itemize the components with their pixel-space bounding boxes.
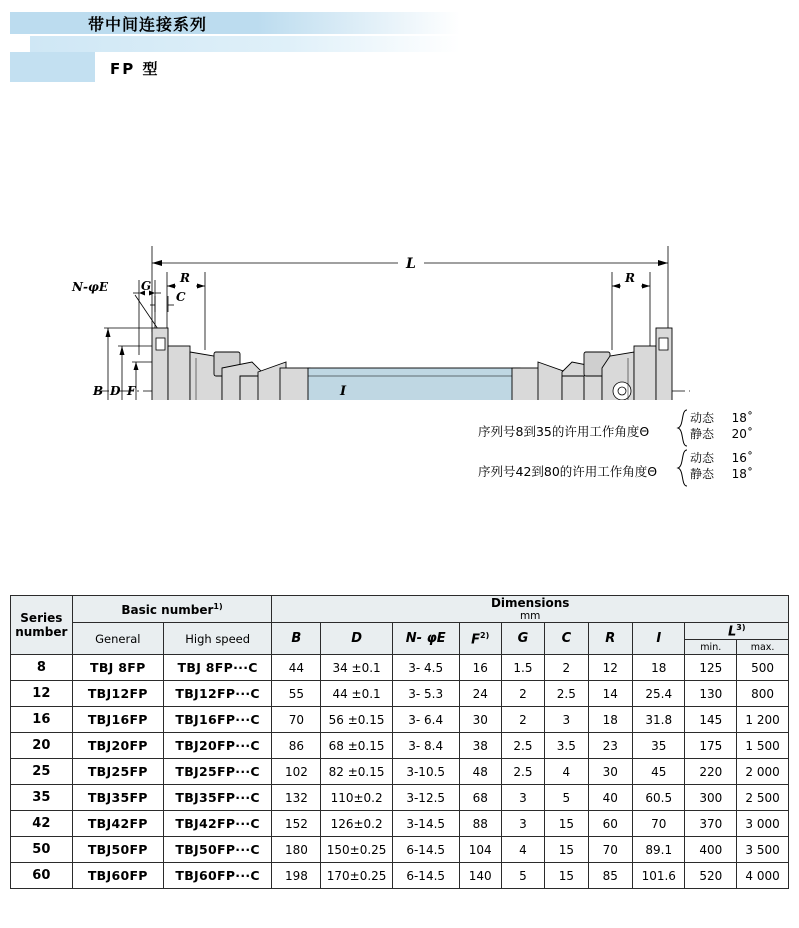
cell-I: 25.4	[633, 681, 685, 707]
cell-general: TBJ60FP	[72, 863, 163, 889]
specifications-table-wrapper	[10, 595, 789, 889]
cell-G: 2	[501, 707, 544, 733]
header-series-number	[11, 596, 73, 655]
page-subtitle: FP 型	[110, 60, 160, 78]
table-row	[11, 759, 789, 785]
table-row	[11, 837, 789, 863]
cell-C: 15	[545, 863, 588, 889]
label-B: B	[93, 384, 104, 398]
header-high-speed: High speed	[163, 623, 271, 655]
header-dimensions-text: Dimensions	[490, 596, 570, 610]
label-D: D	[110, 384, 121, 398]
table-row	[11, 785, 789, 811]
cell-I: 101.6	[633, 863, 685, 889]
header-L	[685, 623, 789, 640]
cell-G: 2.5	[501, 759, 544, 785]
cell-B: 102	[272, 759, 321, 785]
cell-B: 70	[272, 707, 321, 733]
header-basic-number-sup: 1)	[213, 601, 223, 611]
cell-B: 44	[272, 655, 321, 681]
cell-R: 12	[588, 655, 633, 681]
cell-general: TBJ35FP	[72, 785, 163, 811]
cell-I: 60.5	[633, 785, 685, 811]
header-L-text: L	[727, 624, 737, 640]
cell-general: TBJ 8FP	[72, 655, 163, 681]
note-0-dynamic-value: 18˚	[731, 411, 753, 425]
cell-high_speed: TBJ25FP···C	[163, 759, 271, 785]
cell-G: 2	[501, 681, 544, 707]
header-L-max: max.	[737, 640, 789, 655]
cell-F: 48	[459, 759, 501, 785]
header-G: G	[501, 623, 544, 655]
cell-R: 30	[588, 759, 633, 785]
note-1-static-label: 静态	[690, 467, 715, 481]
header-series-line2: number	[15, 625, 68, 640]
cell-series: 42	[11, 811, 73, 837]
label-G: G	[141, 279, 152, 293]
cell-NphiE: 6-14.5	[392, 863, 459, 889]
cell-high_speed: TBJ60FP···C	[163, 863, 271, 889]
cell-F: 38	[459, 733, 501, 759]
cell-B: 55	[272, 681, 321, 707]
cell-I: 45	[633, 759, 685, 785]
cell-series: 50	[11, 837, 73, 863]
cell-G: 3	[501, 811, 544, 837]
cell-D: 82 ±0.15	[321, 759, 392, 785]
cell-F: 88	[459, 811, 501, 837]
cell-high_speed: TBJ20FP···C	[163, 733, 271, 759]
cell-F: 68	[459, 785, 501, 811]
cell-I: 70	[633, 811, 685, 837]
cell-F: 16	[459, 655, 501, 681]
label-F: F	[127, 384, 136, 398]
cell-series: 8	[11, 655, 73, 681]
label-R-left: R	[180, 271, 190, 285]
header-series-line1: Series	[20, 611, 63, 626]
page-title: 带中间连接系列	[88, 15, 208, 34]
cell-R: 60	[588, 811, 633, 837]
cell-Lmin: 125	[685, 655, 737, 681]
header-C: C	[545, 623, 588, 655]
cell-Lmax: 500	[737, 655, 789, 681]
cell-series: 25	[11, 759, 73, 785]
cell-C: 3	[545, 707, 588, 733]
cell-Lmin: 370	[685, 811, 737, 837]
cell-high_speed: TBJ12FP···C	[163, 681, 271, 707]
cell-NphiE: 3- 4.5	[392, 655, 459, 681]
cell-F: 140	[459, 863, 501, 889]
cell-C: 2.5	[545, 681, 588, 707]
cell-R: 85	[588, 863, 633, 889]
cell-NphiE: 3- 5.3	[392, 681, 459, 707]
cell-F: 24	[459, 681, 501, 707]
cell-general: TBJ12FP	[72, 681, 163, 707]
header-L-min: min.	[685, 640, 737, 655]
cell-C: 15	[545, 811, 588, 837]
cell-F: 104	[459, 837, 501, 863]
cell-series: 60	[11, 863, 73, 889]
header-I: I	[633, 623, 685, 655]
table-row	[11, 707, 789, 733]
cell-C: 3.5	[545, 733, 588, 759]
header-dimensions	[272, 596, 789, 623]
table-row	[11, 863, 789, 889]
header-band-primary	[10, 12, 460, 34]
cell-Lmax: 3 000	[737, 811, 789, 837]
cell-Lmin: 145	[685, 707, 737, 733]
cell-series: 16	[11, 707, 73, 733]
note-1-dynamic-value: 16˚	[731, 451, 753, 465]
cell-high_speed: TBJ 8FP···C	[163, 655, 271, 681]
cell-Lmax: 2 500	[737, 785, 789, 811]
table-row	[11, 655, 789, 681]
technical-drawing	[0, 100, 799, 400]
header-L-sup: 3)	[736, 623, 746, 632]
label-C: C	[176, 290, 186, 304]
cell-C: 15	[545, 837, 588, 863]
cell-I: 89.1	[633, 837, 685, 863]
cell-Lmin: 130	[685, 681, 737, 707]
table-header-row-1	[11, 596, 789, 623]
drawing-svg	[0, 100, 799, 400]
table-row	[11, 733, 789, 759]
cell-series: 12	[11, 681, 73, 707]
cell-G: 1.5	[501, 655, 544, 681]
cell-I: 18	[633, 655, 685, 681]
cell-NphiE: 3-12.5	[392, 785, 459, 811]
note-1-text: 序列号42到80的许用工作角度Θ	[478, 464, 658, 479]
note-0-brace	[676, 408, 690, 448]
cell-Lmax: 3 500	[737, 837, 789, 863]
cell-G: 2.5	[501, 733, 544, 759]
cell-G: 5	[501, 863, 544, 889]
cell-NphiE: 6-14.5	[392, 837, 459, 863]
note-1-dynamic-label: 动态	[690, 451, 715, 465]
header-dimensions-unit: mm	[519, 610, 541, 622]
table-row	[11, 811, 789, 837]
page-header	[0, 0, 799, 100]
cell-I: 35	[633, 733, 685, 759]
cell-R: 14	[588, 681, 633, 707]
cell-G: 3	[501, 785, 544, 811]
table-header-row-2	[11, 623, 789, 640]
cell-Lmin: 220	[685, 759, 737, 785]
cell-D: 170±0.25	[321, 863, 392, 889]
label-N-phi-E: N-φE	[72, 280, 108, 294]
specifications-table	[10, 595, 789, 889]
cell-Lmin: 175	[685, 733, 737, 759]
cell-Lmax: 1 500	[737, 733, 789, 759]
cell-Lmax: 800	[737, 681, 789, 707]
header-basic-number-text: Basic number	[121, 602, 214, 617]
cell-NphiE: 3-10.5	[392, 759, 459, 785]
label-R-right: R	[625, 271, 635, 285]
cell-NphiE: 3- 8.4	[392, 733, 459, 759]
cell-series: 20	[11, 733, 73, 759]
cell-R: 23	[588, 733, 633, 759]
note-0-text: 序列号8到35的许用工作角度Θ	[478, 424, 650, 439]
header-F-text: F	[471, 631, 481, 647]
cell-B: 132	[272, 785, 321, 811]
cell-high_speed: TBJ16FP···C	[163, 707, 271, 733]
label-I: I	[340, 384, 347, 399]
cell-general: TBJ20FP	[72, 733, 163, 759]
cell-general: TBJ25FP	[72, 759, 163, 785]
cell-D: 68 ±0.15	[321, 733, 392, 759]
note-1-brace	[676, 448, 690, 488]
cell-G: 4	[501, 837, 544, 863]
cell-B: 152	[272, 811, 321, 837]
header-general: General	[72, 623, 163, 655]
cell-NphiE: 3- 6.4	[392, 707, 459, 733]
cell-R: 70	[588, 837, 633, 863]
cell-Lmin: 300	[685, 785, 737, 811]
cell-B: 86	[272, 733, 321, 759]
table-row	[11, 681, 789, 707]
cell-general: TBJ50FP	[72, 837, 163, 863]
header-D: D	[321, 623, 392, 655]
cell-Lmin: 400	[685, 837, 737, 863]
header-F-sup: 2)	[480, 630, 490, 640]
cell-C: 2	[545, 655, 588, 681]
header-B: B	[272, 623, 321, 655]
cell-D: 56 ±0.15	[321, 707, 392, 733]
header-F	[459, 623, 501, 655]
cell-F: 30	[459, 707, 501, 733]
cell-NphiE: 3-14.5	[392, 811, 459, 837]
cell-general: TBJ42FP	[72, 811, 163, 837]
cell-C: 4	[545, 759, 588, 785]
cell-D: 44 ±0.1	[321, 681, 392, 707]
cell-Lmax: 4 000	[737, 863, 789, 889]
cell-D: 126±0.2	[321, 811, 392, 837]
cell-D: 34 ±0.1	[321, 655, 392, 681]
cell-series: 35	[11, 785, 73, 811]
note-1-static-value: 18˚	[731, 467, 753, 481]
note-0-static-value: 20˚	[731, 427, 753, 441]
header-basic-number	[72, 596, 272, 623]
note-0-dynamic-label: 动态	[690, 411, 715, 425]
cell-general: TBJ16FP	[72, 707, 163, 733]
cell-B: 180	[272, 837, 321, 863]
header-block-accent	[10, 52, 95, 82]
cell-I: 31.8	[633, 707, 685, 733]
cell-Lmax: 1 200	[737, 707, 789, 733]
cell-C: 5	[545, 785, 588, 811]
cell-Lmax: 2 000	[737, 759, 789, 785]
table-body	[11, 655, 789, 889]
cell-Lmin: 520	[685, 863, 737, 889]
header-N-phi-E: N- φE	[392, 623, 459, 655]
cell-high_speed: TBJ42FP···C	[163, 811, 271, 837]
cell-high_speed: TBJ50FP···C	[163, 837, 271, 863]
working-angle-notes	[0, 400, 799, 510]
cell-D: 110±0.2	[321, 785, 392, 811]
cell-high_speed: TBJ35FP···C	[163, 785, 271, 811]
note-0-static-label: 静态	[690, 427, 715, 441]
label-L: L	[406, 256, 416, 272]
cell-R: 40	[588, 785, 633, 811]
cell-B: 198	[272, 863, 321, 889]
header-R: R	[588, 623, 633, 655]
cell-R: 18	[588, 707, 633, 733]
header-band-secondary	[30, 36, 460, 52]
cell-D: 150±0.25	[321, 837, 392, 863]
